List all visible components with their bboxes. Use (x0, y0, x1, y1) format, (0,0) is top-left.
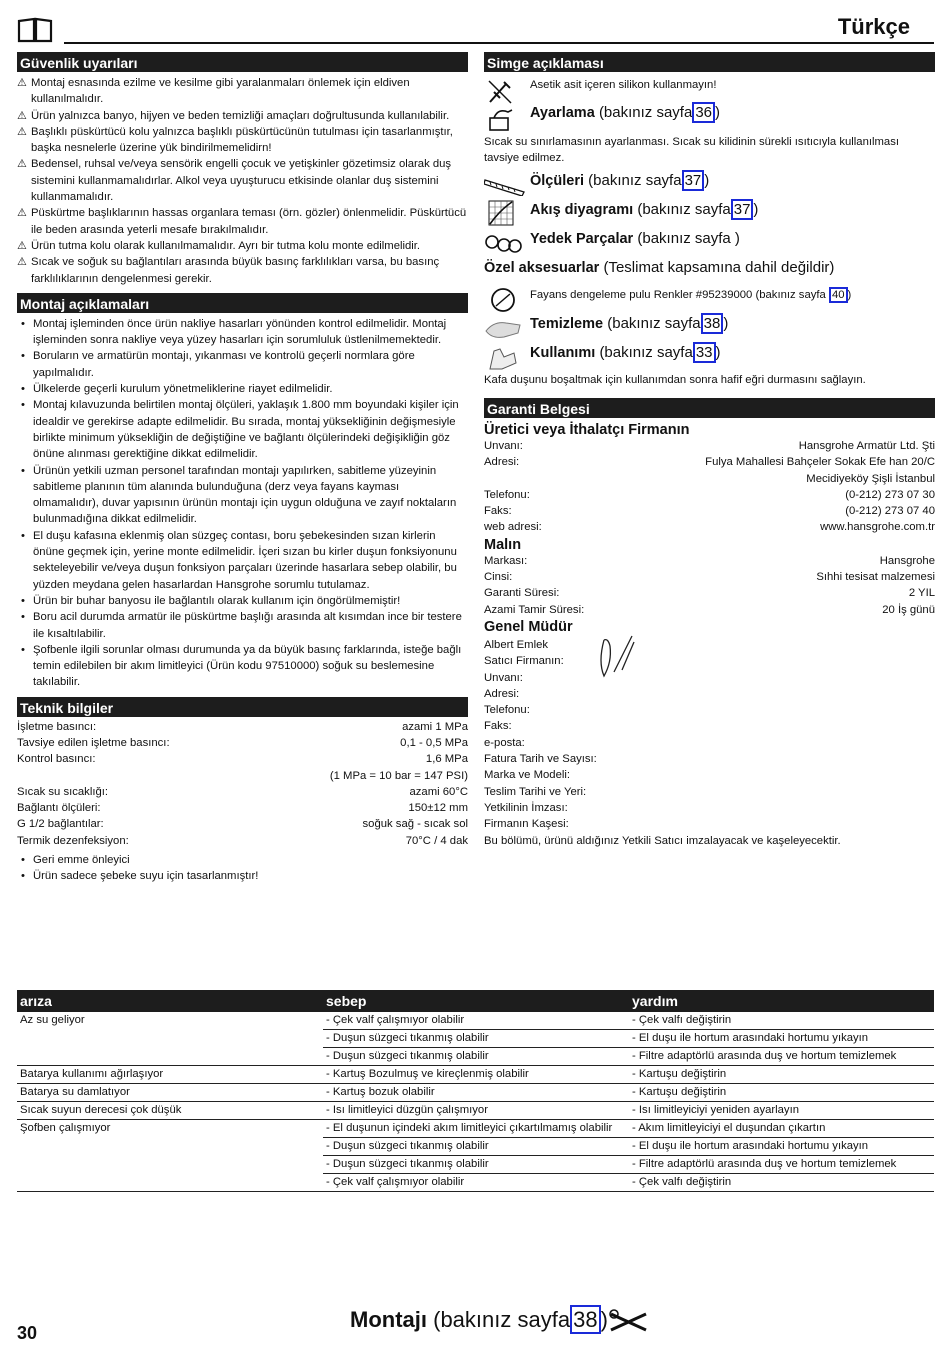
fault-body (17, 1012, 934, 1192)
footer-page-link[interactable]: 38 (570, 1305, 600, 1334)
fault-row (17, 1012, 934, 1030)
fault-remedy: - Filtre adaptörlü arasında duş ve hortum temizlemek (629, 1156, 934, 1174)
adjust-title: Ayarlama (530, 105, 595, 121)
tech-label: Kontrol basıncı: (17, 753, 96, 766)
warning-triangle-icon: ⚠ (17, 109, 27, 122)
left-column (17, 52, 468, 885)
fault-row (17, 1120, 934, 1138)
tech-row (17, 800, 468, 816)
maker-label: Adresi: (484, 456, 520, 469)
adjust-description: Sıcak su sınırlamasının ayarlanması. Sıcak su kilidinin sürekli ısıtıcıyla kullanılması tavsiye edilmez. (484, 136, 900, 165)
clean-page-link[interactable]: 38 (701, 313, 724, 334)
tools-icon (608, 1308, 650, 1336)
maker-value: Hansgrohe Armatür Ltd. Şti (798, 440, 935, 452)
safety-item (17, 254, 468, 287)
bullet-icon: • (21, 854, 25, 867)
clean-ref-close: ) (723, 315, 729, 332)
tech-row (17, 816, 468, 832)
clean-line (530, 315, 728, 332)
footer-ref: (bakınız sayfa (433, 1307, 571, 1332)
goods-label: Cinsi: (484, 571, 513, 584)
maker-value: www.hansgrohe.com.tr (820, 521, 935, 534)
warranty-heading: Garanti Belgesi (484, 398, 935, 418)
technical-bullets (17, 852, 468, 885)
goods-label: Azami Tamir Süresi: (484, 603, 585, 616)
ruler-icon (484, 172, 526, 198)
adjust-ref-close: ) (715, 104, 721, 121)
fault-row (17, 1156, 934, 1174)
tile-line (530, 287, 851, 303)
parts-ref: (bakınız sayfa ) (637, 230, 740, 247)
gm-name: Albert Emlek (484, 638, 549, 651)
maker-value: (0-212) 273 07 30 (845, 488, 935, 501)
fault-cause: - Duşun süzgeci tıkanmış olabilir (323, 1156, 629, 1174)
mounting-item-text: Montaj kılavuzunda belirtilen montaj ölçüleri, yaklaşık 1.800 mm boyundaki kişiler için idealdir ve gerekirse adapte edilmelidir. Bu sırada, montaj yüksekliğinin değişmesiyle birlikte minimum yüksekliğin de değiştiğine ve bağlantı ölçülerindeki değişikliğin göz önüne alınması gerektiğine dikkat edilmelidir. (33, 399, 459, 461)
safety-item-text: Başlıklı püskürtücü kolu yalnızca başlıklı püskürtücünün tutulması için tasarlanmıştır, başka nesnelerle üzerine yük bindirilmemelidirn! (31, 125, 453, 155)
dims-page-link[interactable]: 37 (682, 170, 705, 191)
mounting-item (17, 642, 468, 691)
goods-rows (484, 553, 935, 618)
silicone-warning: Asetik asit içeren silikon kullanmayın! (530, 79, 717, 91)
goods-value: 20 İş günü (882, 603, 935, 616)
mounting-heading: Montaj açıklamaları (17, 293, 468, 313)
tech-value: 0,1 - 0,5 MPa (400, 736, 468, 749)
dims-ref-close: ) (704, 172, 710, 189)
tech-label: Tavsiye edilen işletme basıncı: (17, 736, 170, 749)
dealer-field-label: Yetkilinin İmzası: (484, 801, 568, 814)
tech-label: G 1/2 bağlantılar: (17, 818, 104, 831)
mounting-item-text: Ürün bir buhar banyosu ile bağlantılı olarak kullanım için öngörülmemiştir! (33, 594, 401, 607)
fault-remedy: - Filtre adaptörlü arasında duş ve hortum temizlemek (629, 1048, 934, 1066)
right-column (484, 52, 935, 72)
fault-problem: Batarya su damlatıyor (17, 1084, 323, 1102)
spare-parts-icon (484, 232, 524, 258)
use-ref-close: ) (715, 344, 721, 361)
mounting-item (17, 397, 468, 462)
footer-ref-close: ) (600, 1307, 608, 1332)
goods-label: Garanti Süresi: (484, 587, 560, 600)
safety-list (17, 75, 468, 287)
parts-line (530, 230, 740, 247)
adjust-ref: (bakınız sayfa (598, 104, 693, 121)
tech-bullet (17, 868, 468, 884)
fault-remedy: - Çek valfı değiştirin (629, 1174, 934, 1192)
bullet-icon: • (21, 464, 25, 477)
safety-item (17, 205, 468, 238)
fault-row (17, 1174, 934, 1192)
fault-cause: - Isı limitleyici düzgün çalışmıyor (323, 1102, 629, 1120)
safety-heading: Güvenlik uyarıları (17, 52, 468, 72)
tech-value: 70°C / 4 dak (405, 834, 468, 847)
maker-label: Faks: (484, 505, 512, 518)
fault-remedy: - Kartuşu değiştirin (629, 1066, 934, 1084)
bullet-icon: • (21, 643, 25, 656)
parts-title: Yedek Parçalar (530, 231, 634, 247)
mounting-item-text: Ürünün yetkili uzman personel tarafından montajı yapılırken, sabitleme yüzeyinin sabitleme planının tüm alanında bulunduğuna (derz veya fayans kayması olmamalıdır), duvar yapısının ürünün montajı için uygun olduğuna ve zayıf noktaların bulunmadığına dikkat edilmelidir. (33, 464, 457, 526)
tech-bullet-text: Ürün sadece şebeke suyu için tasarlanmıştır! (33, 870, 259, 883)
silicone-gun-icon (486, 78, 514, 104)
gm-title: Genel Müdür (484, 618, 573, 635)
maker-label: Unvanı: (484, 440, 523, 452)
warning-triangle-icon: ⚠ (17, 256, 27, 269)
tile-ref-close: ) (847, 289, 852, 301)
dims-line (530, 172, 709, 189)
dealer-rows (484, 653, 935, 832)
fault-problem (17, 1030, 323, 1048)
usage-hand-icon (486, 343, 520, 369)
tech-bullet-text: Geri emme önleyici (33, 854, 130, 867)
fault-problem (17, 1048, 323, 1066)
use-ref: (bakınız sayfa (599, 344, 693, 361)
mounting-item (17, 463, 468, 528)
dealer-field-label: Marka ve Modeli: (484, 769, 571, 782)
special-line (484, 259, 834, 276)
fault-column-header: yardım (629, 990, 934, 1012)
goods-title: Malın (484, 536, 522, 553)
fault-cause: - El duşunun içindeki akım limitleyici çıkartılmamış olabilir (323, 1120, 629, 1138)
maker-label: Telefonu: (484, 488, 530, 501)
signature-image (594, 632, 642, 680)
dealer-field-label: Satıcı Firmanın: (484, 655, 564, 668)
dealer-field-label: Firmanın Kaşesi: (484, 818, 569, 831)
dealer-field-label: e-posta: (484, 736, 525, 749)
adjust-line (530, 104, 720, 121)
bullet-icon: • (21, 611, 25, 624)
goods-row (484, 585, 935, 601)
warranty-section (484, 398, 935, 849)
fault-problem: Batarya kullanımı ağırlaşıyor (17, 1066, 323, 1084)
bullet-icon: • (21, 870, 25, 883)
fault-table (17, 990, 934, 1192)
safety-item-text: Ürün yalnızca banyo, hijyen ve beden temizliği amaçları doğrultusunda kullanılabilir. (31, 109, 450, 122)
fault-cause: - Duşun süzgeci tıkanmış olabilir (323, 1030, 629, 1048)
fault-cause: - Kartuş Bozulmuş ve kireçlenmiş olabilir (323, 1066, 629, 1084)
tech-row (17, 735, 468, 751)
tech-row (17, 784, 468, 800)
dealer-field-label: Adresi: (484, 687, 520, 700)
tech-value: 1,6 MPa (425, 753, 468, 766)
tech-label: Termik dezenfeksiyon: (17, 834, 129, 847)
clean-title: Temizleme (530, 316, 604, 332)
tech-bullet (17, 852, 468, 868)
mounting-list (17, 316, 468, 691)
use-page-link[interactable]: 33 (693, 342, 716, 363)
bullet-icon: • (21, 594, 25, 607)
goods-value: Sıhhi tesisat malzemesi (816, 571, 935, 584)
mounting-item-text: El duşu kafasına eklenmiş olan süzgeç contası, boru şebekesinden sızan kirlerin önüne geçmek için, yerine monte edilmelidir. İçeri sızan bu kirler duşun fonksiyonunu sekteleyebilir ve/veya duşun fonksiyon parçaları üzerinde hasarlara sebep olabilir, bu yüzden meydana gelen hasarlardan Hansgrohe sorumlu tutulamaz. (33, 529, 457, 591)
mounting-item (17, 348, 468, 381)
page-title: Türkçe (837, 14, 910, 39)
safety-item (17, 238, 468, 254)
maker-row (484, 503, 935, 519)
tech-value: azami 60°C (409, 785, 468, 798)
maker-rows (484, 438, 935, 536)
bullet-icon: • (21, 350, 25, 363)
dealer-field-label: Fatura Tarih ve Sayısı: (484, 753, 597, 766)
maker-row (484, 487, 935, 503)
fault-row (17, 1066, 934, 1084)
special-title: Özel aksesuarlar (484, 260, 600, 276)
tech-row (17, 751, 468, 767)
fault-remedy: - Kartuşu değiştirin (629, 1084, 934, 1102)
tech-value: 150±12 mm (408, 802, 468, 815)
warning-triangle-icon: ⚠ (17, 77, 27, 89)
use-title: Kullanımı (530, 345, 596, 361)
fault-problem (17, 1138, 323, 1156)
safety-item (17, 108, 468, 124)
footer-line (350, 1307, 608, 1333)
tile-washer-icon (490, 286, 518, 312)
flow-page-link[interactable]: 37 (731, 199, 754, 220)
fault-column-header: sebep (323, 990, 629, 1012)
bullet-icon: • (21, 529, 25, 542)
safety-item (17, 156, 468, 205)
goods-row (484, 602, 935, 618)
fault-remedy: - El duşu ile hortum arasındaki hortumu yıkayın (629, 1138, 934, 1156)
fault-cause: - Çek valf çalışmıyor olabilir (323, 1174, 629, 1192)
fault-cause: - Kartuş bozuk olabilir (323, 1084, 629, 1102)
maker-value: Mecidiyeköy Şişli İstanbul (806, 472, 935, 485)
maker-row (484, 454, 935, 470)
tech-row (17, 768, 468, 784)
symbols-heading: Simge açıklaması (484, 52, 935, 72)
maker-row (484, 438, 935, 454)
maker-row (484, 519, 935, 535)
bullet-icon: • (21, 383, 25, 396)
fault-problem: Az su geliyor (20, 1014, 85, 1026)
safety-item-text: Bedensel, ruhsal ve/veya sensörik engelli çocuk ve yetişkinler gözetimsiz olarak duş sistemini kullanmamalıdırlar. Alkol veya uyuşturucu etkisinde olanlar duş sistemini kullanmamalıdır. (31, 158, 452, 204)
tile-text: Fayans dengeleme pulu Renkler #95239000 (bakınız sayfa (530, 289, 826, 301)
fault-problem: Sıcak suyun derecesi çok düşük (17, 1102, 323, 1120)
fault-remedy: - El duşu ile hortum arasındaki hortumu yıkayın (629, 1030, 934, 1048)
fault-row (17, 1030, 934, 1048)
safety-item-text: Ürün tutma kolu olarak kullanılmamalıdır. Ayrı bir tutma kolu monte edilmelidir. (31, 239, 421, 252)
tech-label: Bağlantı ölçüleri: (17, 802, 101, 815)
dealer-field-label: Telefonu: (484, 704, 530, 717)
mounting-item-text: Boruların ve armatürün montajı, yıkanması ve kontrolü geçerli normlara göre yapılmalıdır. (33, 350, 415, 379)
technical-rows (17, 719, 468, 849)
maker-title: Üretici veya İthalatçı Firmanın (484, 422, 690, 438)
mounting-item-text: Boru acil durumda armatür ile püskürtme başlığı arasında alt kısımdan ince bir testere ile kısaltılabilir. (33, 611, 462, 640)
fault-row (17, 1048, 934, 1066)
fault-problem (17, 1156, 323, 1174)
warning-triangle-icon: ⚠ (17, 158, 27, 171)
safety-item-text: Montaj esnasında ezilme ve kesilme gibi yaralanmaları önlemek için eldiven kullanılmalıdır. (31, 77, 410, 106)
warning-triangle-icon: ⚠ (17, 207, 27, 220)
dims-ref: (bakınız sayfa (588, 172, 682, 189)
mounting-item-text: Montaj işleminden önce ürün nakliye hasarları yönünden kontrol edilmelidir. Montaj işleminden sonra nakliye veya yüzey hasarları için sorumluluk üstlenilmemektedir. (33, 317, 447, 347)
tech-value: soğuk sağ - sıcak sol (362, 818, 468, 831)
fault-table-wrap (17, 990, 934, 1192)
mounting-item (17, 316, 468, 349)
fault-row (17, 1138, 934, 1156)
flow-title: Akış diyagramı (530, 202, 634, 218)
safety-item (17, 75, 468, 108)
warranty-footnote: Bu bölümü, ürünü aldığınız Yetkili Satıcı imzalayacak ve kaşeleyecektir. (484, 834, 841, 847)
mounting-item (17, 609, 468, 642)
goods-row (484, 553, 935, 569)
fault-row (17, 1102, 934, 1120)
manual-book-icon (17, 17, 53, 43)
use-description: Kafa duşunu boşaltmak için kullanımdan sonra hafif eğri durmasını sağlayın. (484, 374, 866, 386)
safety-item-text: Püskürtme başlıklarının hassas organlara teması (örn. gözler) önlenmelidir. Püskürtücü ile beden arasında yeterli mesafe bırakılmalıdır. (31, 207, 467, 236)
safety-item-text: Sıcak ve soğuk su bağlantıları arasında büyük basınç farklılıkları varsa, bu basınç farklılıklarının dengelenmesi gerekir. (31, 256, 440, 285)
clean-ref: (bakınız sayfa (607, 315, 701, 332)
goods-value: Hansgrohe (879, 554, 935, 567)
dealer-field-label: Faks: (484, 720, 512, 733)
maker-value: (0-212) 273 07 40 (845, 505, 935, 518)
fault-cause: - Duşun süzgeci tıkanmış olabilir (323, 1048, 629, 1066)
adjust-hand-icon (486, 106, 514, 132)
tech-value: (1 MPa = 10 bar = 147 PSI) (329, 769, 468, 782)
fault-remedy: - Akım limitleyiciyi el duşundan çıkartın (629, 1120, 934, 1138)
fault-remedy: - Isı limitleyiciyi yeniden ayarlayın (629, 1102, 934, 1120)
tech-row (17, 833, 468, 849)
fault-cause: - Duşun süzgeci tıkanmış olabilir (323, 1138, 629, 1156)
fault-cause: - Çek valf çalışmıyor olabilir (323, 1012, 629, 1030)
maker-row (484, 471, 935, 487)
fault-problem: Şofben çalışmıyor (20, 1122, 111, 1134)
mounting-item (17, 528, 468, 593)
bullet-icon: • (21, 399, 25, 412)
dims-title: Ölçüleri (530, 173, 584, 189)
header-rule (64, 42, 934, 44)
footer-title: Montajı (350, 1307, 427, 1332)
flow-chart-icon (488, 200, 516, 226)
mounting-item-text: Şofbenle ilgili sorunlar olması durumunda ya da büyük basınç farklarında, isteğe bağlı temin edilebilen bir akım limitleyici (Ürün kodu 97510000) soğuk su beslemesine takılabilir. (33, 643, 462, 689)
tech-label: Sıcak su sıcaklığı: (17, 785, 109, 798)
special-note: (Teslimat kapsamına dahil değildir) (603, 259, 835, 276)
fault-header-row (17, 990, 934, 1012)
maker-value: Fulya Mahallesi Bahçeler Sokak Efe han 20/C (705, 456, 935, 469)
technical-heading: Teknik bilgiler (17, 697, 468, 717)
goods-value: 2 YIL (908, 587, 935, 600)
maker-label: web adresi: (484, 521, 542, 534)
mounting-item (17, 593, 468, 609)
tile-page-link[interactable]: 40 (829, 287, 848, 303)
warning-triangle-icon: ⚠ (17, 125, 27, 138)
safety-item (17, 124, 468, 157)
fault-remedy: - Çek valfı değiştirin (629, 1012, 934, 1030)
fault-column-header: arıza (17, 990, 323, 1012)
tech-row (17, 719, 468, 735)
use-line (530, 344, 721, 361)
goods-label: Markası: (484, 554, 528, 567)
warning-triangle-icon: ⚠ (17, 239, 27, 252)
tech-value: azami 1 MPa (402, 720, 468, 733)
page-number: 30 (17, 1323, 38, 1343)
flow-line (530, 201, 758, 218)
fault-problem (17, 1174, 323, 1192)
dealer-field-label: Teslim Tarihi ve Yeri: (484, 785, 587, 798)
dealer-field-label: Unvanı: (484, 671, 523, 684)
fault-row (17, 1084, 934, 1102)
flow-ref: (bakınız sayfa (637, 201, 731, 218)
mounting-item-text: Ülkelerde geçerli kurulum yönetmeliklerine riayet edilmelidir. (33, 383, 333, 396)
flow-ref-close: ) (753, 201, 759, 218)
adjust-page-link[interactable]: 36 (692, 102, 715, 123)
mounting-item (17, 381, 468, 397)
cleaning-hand-icon (484, 315, 524, 341)
tech-label: İşletme basıncı: (17, 720, 97, 733)
bullet-icon: • (21, 317, 25, 330)
goods-row (484, 569, 935, 585)
